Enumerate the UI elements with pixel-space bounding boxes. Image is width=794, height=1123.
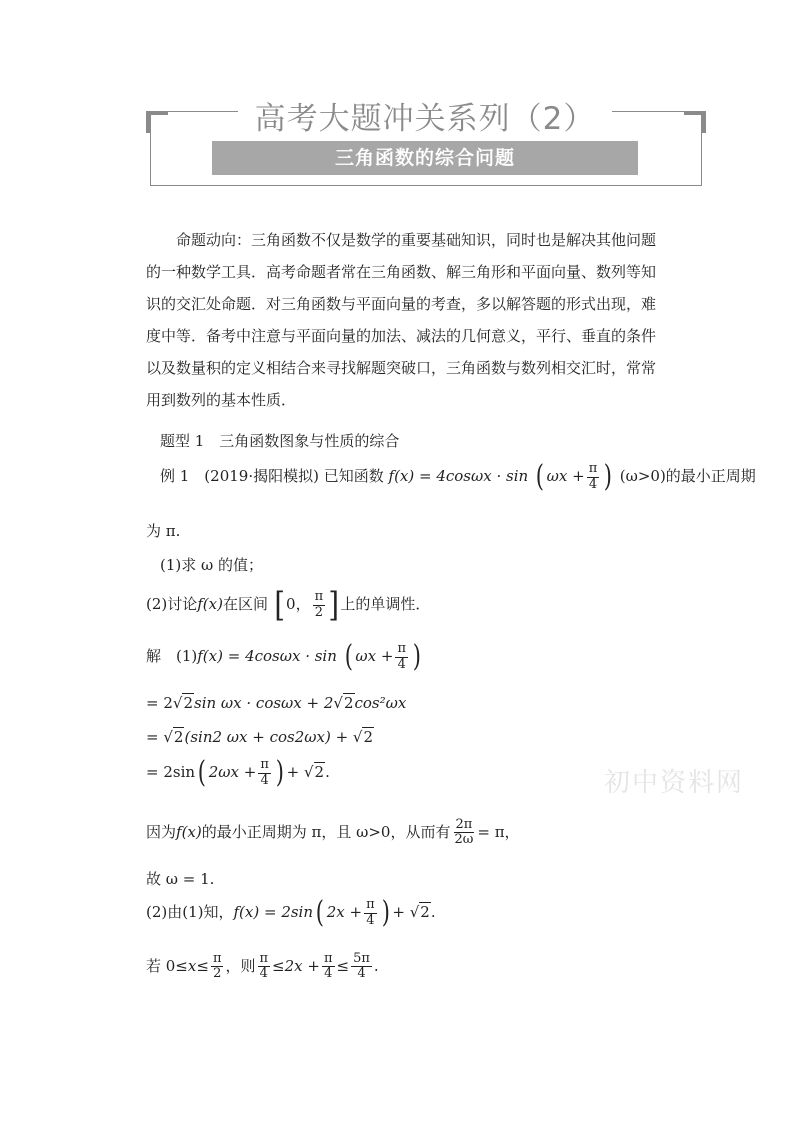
example-statement bbox=[160, 459, 756, 494]
example-period-line: 为 π. bbox=[146, 522, 181, 540]
solution-line-4: = 2sin( 2ωx + $\frac{\pi}{4}$ ) + √2. bbox=[146, 755, 330, 790]
bracket-right: ] bbox=[328, 585, 340, 625]
fraction: $\frac{\pi}{2}$ bbox=[314, 589, 324, 620]
paren-left: ( bbox=[535, 459, 544, 494]
solution-line-3: = √2(sin2 ωx + cos2ωx) + √2 bbox=[146, 728, 374, 746]
solution-line-7: (2)由(1)知，f(x) = 2sin( 2x + $\frac{\pi}{4}$ ) + √2. bbox=[146, 895, 436, 930]
frame-line-left bbox=[150, 111, 151, 185]
frame-line-top-left bbox=[150, 111, 238, 112]
solution-line-8: 若 0≤x≤ $\frac{\pi}{2}$ ，则 $\frac{\pi}{4}$ ≤2x + $\frac{\pi}{4}$ ≤ $\frac{5\pi}{4}$ . bbox=[146, 951, 379, 982]
solution-line-2: = 2√2sin ωx · cosωx + 2√2cos²ωx bbox=[146, 694, 407, 712]
frame-line-top-right bbox=[612, 111, 702, 112]
type-heading: 题型 1 三角函数图象与性质的综合 bbox=[160, 432, 400, 450]
solution-line-1: 解 (1)f(x) = 4cosωx · sin ( ωx + $\frac{\pi}{4}$ ) bbox=[146, 639, 421, 674]
watermark: 初中资料网 bbox=[604, 768, 745, 798]
example-inner: ωx + bbox=[546, 467, 585, 485]
question-1: (1)求 ω 的值； bbox=[160, 556, 264, 574]
question-2: (2)讨论f(x)在区间 [0， $\frac{\pi}{2}$ ]上的单调性． bbox=[146, 585, 431, 625]
example-function: f(x) = 4cosωx · sin bbox=[388, 467, 529, 485]
example-condition: (ω>0)的最小正周期 bbox=[619, 467, 756, 485]
frame-corner-top-right bbox=[684, 111, 706, 133]
solution-line-5: 因为f(x)的最小正周期为 π，且 ω>0，从而有 $\frac{2\pi}{2\omega}$ = π， bbox=[146, 817, 520, 848]
page-title: 高考大题冲关系列（2） bbox=[254, 101, 596, 137]
example-label: 例 1 (2019·揭阳模拟) 已知函数 bbox=[160, 467, 384, 485]
paren-right: ) bbox=[604, 459, 613, 494]
solution-line-6: 故 ω = 1. bbox=[146, 870, 215, 888]
fraction: $\frac{\pi}{4}$ bbox=[588, 461, 598, 492]
frame-line-right bbox=[701, 111, 702, 185]
bracket-left: [ bbox=[274, 585, 285, 625]
frame-line-bottom bbox=[150, 185, 702, 186]
subtitle-banner: 三角函数的综合问题 bbox=[212, 141, 638, 175]
intro-paragraph: 命题动向：三角函数不仅是数学的重要基础知识，同时也是解决其他问题的一种数学工具．高考命题者常在三角函数、解三角形和平面向量、数列等知识的交汇处命题．对三角函数与平面向量的考查，多以解答题的形式出现，难度中等．备考中注意与平面向量的加法、减法的几何意义，平行、垂直的条件以及数量积的定义相结合来寻找解题突破口，三角函数与数列相交汇时，常常用到数列的基本性质． bbox=[146, 231, 657, 409]
